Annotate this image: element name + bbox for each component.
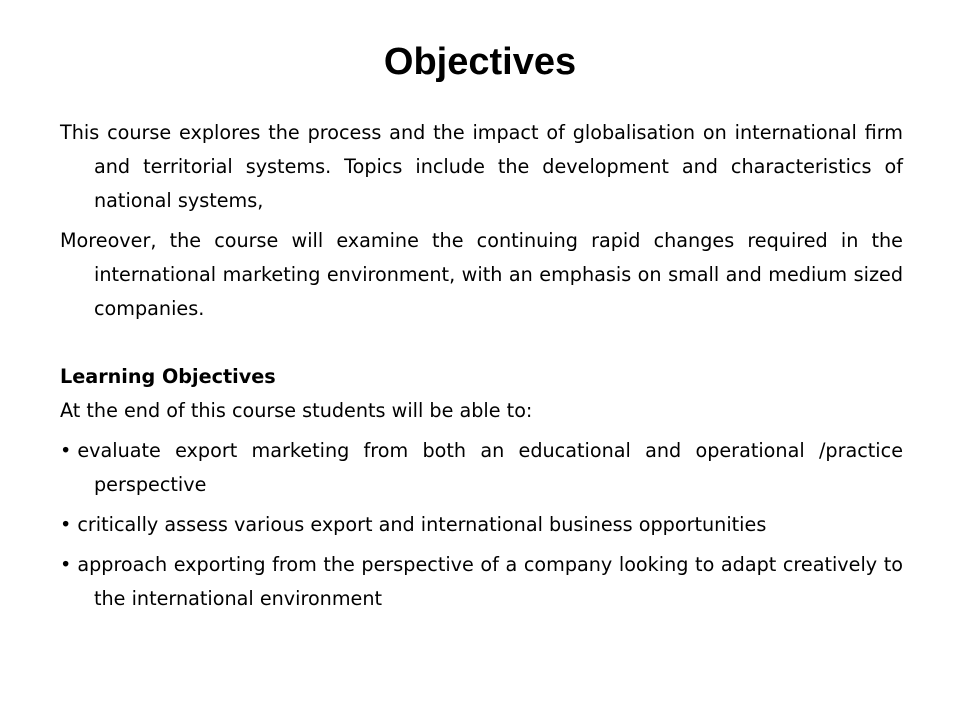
bullet-icon: •: [60, 553, 72, 576]
bullet-text: evaluate export marketing from both an educational and operational /practice perspective: [77, 439, 903, 496]
course-description-paragraph: Moreover, the course will examine the continuing rapid changes required in the international marketing environment, with an emphasis on small and medium sized companies.: [60, 229, 903, 320]
learning-objectives-intro: At the end of this course students will be able to:: [60, 399, 533, 422]
course-description-paragraph: This course explores the process and the impact of globalisation on international firm and territorial systems. Topics include the development and characteristics of national systems,: [60, 121, 903, 212]
slide-body: [60, 116, 903, 622]
bullet-icon: •: [60, 439, 72, 462]
learning-objectives-heading: Learning Objectives: [60, 365, 276, 388]
bullet-item: [60, 434, 903, 502]
bullet-item: [60, 548, 903, 616]
bullet-text: approach exporting from the perspective of a company looking to adapt creatively to the international environment: [77, 553, 903, 610]
bullet-icon: •: [60, 513, 72, 536]
slide-title: Objectives: [383, 41, 577, 83]
bullet-text: critically assess various export and international business opportunities: [77, 513, 767, 536]
bullet-item: [60, 508, 903, 542]
